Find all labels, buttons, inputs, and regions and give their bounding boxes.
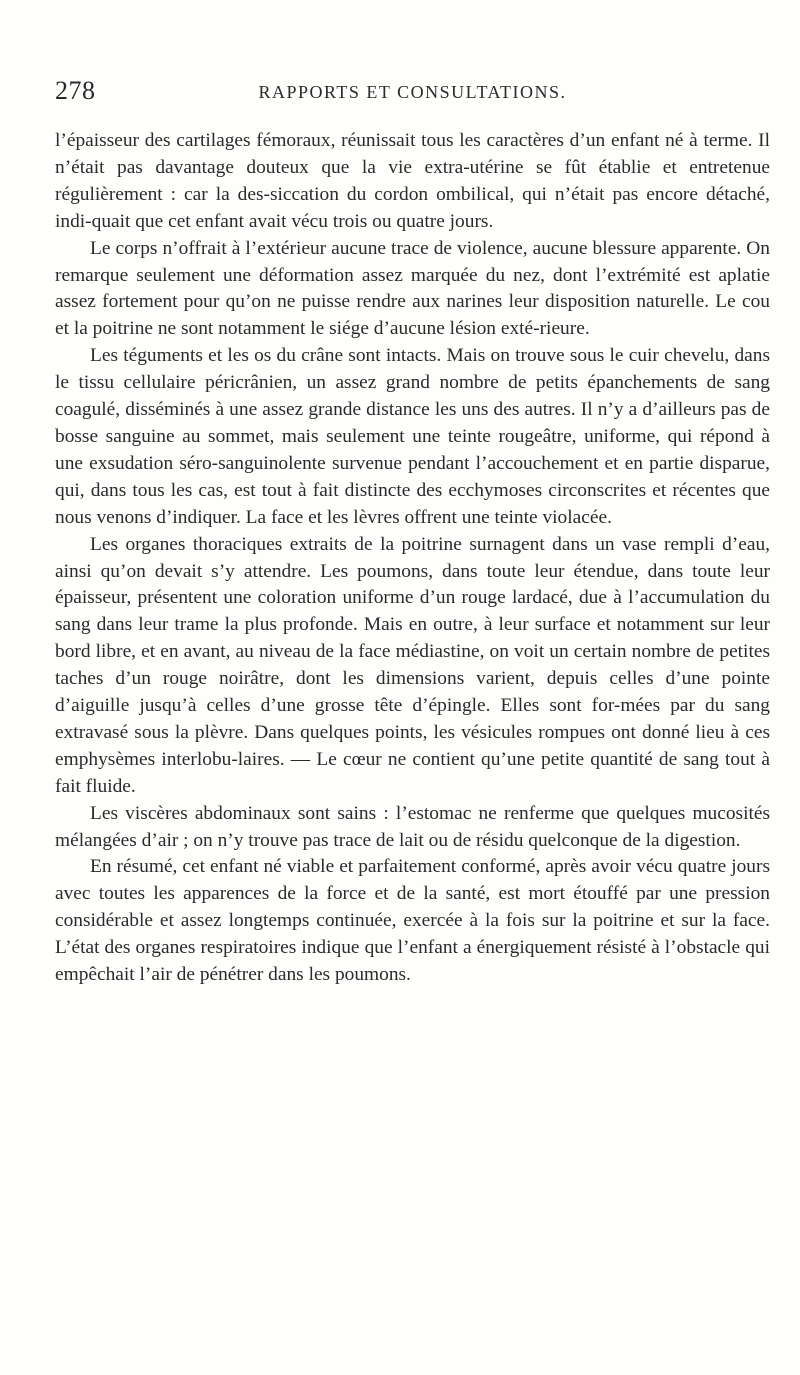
paragraph-abdominal-viscera: Les viscères abdominaux sont sains : l’estomac ne renferme que quelques mucosités mélangées d’air ; on n’y trouve pas trace de lait ou de résidu quelconque de la digestion. [55, 802, 770, 851]
paragraph-summary: En résumé, cet enfant né viable et parfaitement conformé, après avoir vécu quatre jours avec toutes les apparences de la force et de la santé, est mort étouffé par une pression considérable et assez longtemps continuée, exercée à la fois sur la poitrine et sur la face. L’état des organes respiratoires indique que l’enfant a énergiquement résisté à l’obstacle qui empêchait l’air de pénétrer dans les poumons. [55, 856, 770, 986]
page-header [55, 70, 770, 110]
paragraph-skull: Les téguments et les os du crâne sont intacts. Mais on trouve sous le cuir chevelu, dans le tissu cellulaire péricrânien, un assez grand nombre de petits épanchements de sang coagulé, disséminés à une assez grande distance les uns des autres. Il n’y a d’ailleurs pas de bosse sanguine au sommet, mais seulement une teinte rougeâtre, uniforme, qui répond à une exsudation séro-sanguinolente survenue pendant l’accouchement et en partie disparue, qui, dans tous les cas, est tout à fait distincte des ecchymoses circonscrites et récentes que nous venons d’indiquer. La face et les lèvres offrent une teinte violacée. [55, 345, 770, 528]
body-text [55, 128, 770, 989]
running-title: RAPPORTS ET CONSULTATIONS. [258, 82, 567, 102]
paragraph-thoracic-organs: Les organes thoraciques extraits de la poitrine surnagent dans un vase rempli d’eau, ainsi qu’on devait s’y attendre. Les poumons, dans toute leur étendue, dans toute leur épaisseur, présentent une coloration uniforme d’un rouge lardacé, due à l’accumulation du sang dans leur trame la plus profonde. Mais en outre, à leur surface et notamment sur leur bord libre, et en avant, au niveau de la face médiastine, on voit un certain nombre de petites taches d’un rouge noirâtre, dont les dimensions varient, depuis celles d’une pointe d’aiguille jusqu’à celles d’une grosse tête d’épingle. Elles sont for-mées par du sang extravasé sous la plèvre. Dans quelques points, les vésicules rompues ont donné lieu à ces emphysèmes interlobu-laires. — Le cœur ne contient qu’une petite quantité de sang tout à fait fluide. [55, 533, 770, 797]
paragraph-external-exam: Le corps n’offrait à l’extérieur aucune trace de violence, aucune blessure apparente. On remarque seulement une déformation assez marquée du nez, dont l’extrémité est aplatie assez fortement pour qu’on ne puisse rendre aux narines leur disposition naturelle. Le cou et la poitrine ne sont notamment le siége d’aucune lésion exté-rieure. [55, 237, 770, 340]
paragraph-continuation: l’épaisseur des cartilages fémoraux, réunissait tous les caractères d’un enfant né à terme. Il n’était pas davantage douteux que la vie extra-utérine se fût établie et entretenue régulièrement : car la des-siccation du cordon ombilical, qui n’était pas encore détaché, indi-quait que cet enfant avait vécu trois ou quatre jours. [55, 130, 770, 232]
page-number: 278 [55, 76, 96, 105]
